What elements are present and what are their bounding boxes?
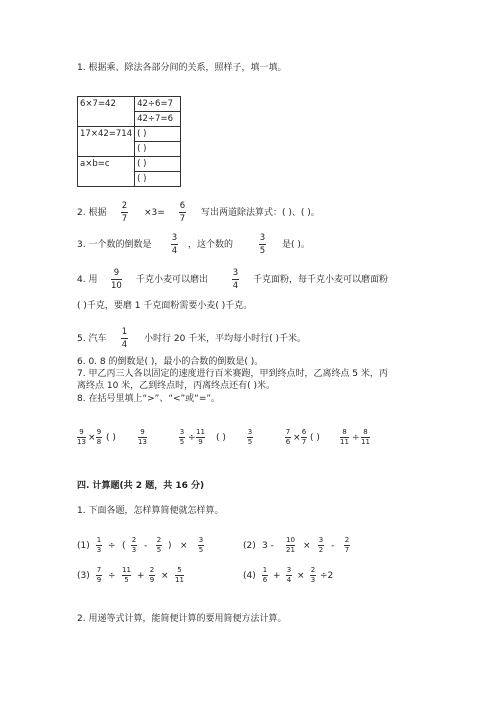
expr-tail: ÷2: [320, 571, 334, 581]
problem-2-title: 2. 用递等式计算，能简便计算的要用简便方法计算。: [77, 614, 287, 624]
numerator: 3: [318, 536, 324, 544]
paren: ): [168, 541, 172, 551]
answer-blank[interactable]: ( ): [135, 127, 181, 142]
numerator: 1: [96, 536, 102, 544]
fraction: [77, 428, 86, 446]
denominator: 5: [247, 438, 253, 446]
numerator: 7: [285, 428, 291, 436]
operator: ÷: [352, 433, 360, 443]
fraction: [96, 566, 102, 584]
expr-label: (3): [77, 571, 90, 581]
numerator: 3: [179, 428, 185, 436]
answer-blank[interactable]: ( ): [135, 142, 181, 157]
question-4-line2: ( )千克，要磨 1 千克面粉需要小麦( )千克。: [77, 301, 253, 311]
table-cell: 42÷6=7: [135, 97, 181, 112]
denominator: 9: [198, 438, 203, 446]
fraction: [196, 428, 205, 446]
operator: ×: [180, 541, 188, 551]
question-8: 8. 在括号里填上“>”、“<”或“=”。: [77, 394, 221, 404]
fraction: [131, 536, 137, 554]
fraction: [286, 566, 292, 584]
denominator: 6: [285, 438, 291, 446]
fraction: [310, 566, 316, 584]
fraction: [198, 536, 204, 554]
fraction: [301, 428, 307, 446]
expr-label: (2): [243, 541, 256, 551]
answer-blank[interactable]: ( ): [135, 157, 181, 172]
denominator: 3: [131, 546, 137, 554]
question-3-prefix: 3. 一个数的倒数是: [77, 240, 152, 250]
numerator: 7: [96, 566, 102, 574]
fraction: [96, 536, 102, 554]
section-title: 四. 计算题(共 2 题，共 16 分): [77, 481, 205, 491]
denominator: 5: [156, 546, 162, 554]
numerator: 2: [149, 566, 155, 574]
fraction: [340, 428, 349, 446]
denominator: 3: [96, 546, 102, 554]
fraction: [232, 268, 239, 291]
compare-blank[interactable]: ( ): [310, 433, 320, 443]
fraction: [121, 327, 128, 350]
denominator: 13: [77, 438, 86, 446]
fraction: [361, 428, 370, 446]
question-4-mid: 千克小麦可以磨出: [136, 275, 209, 285]
operator: +: [273, 571, 281, 581]
numerator: 6: [179, 201, 186, 211]
problem-1-title: 1. 下面各题，怎样算简便就怎样算。: [77, 506, 224, 516]
operator: ×: [297, 571, 305, 581]
denominator: 21: [286, 546, 295, 554]
expr-lead: 3 -: [262, 541, 274, 551]
numerator: 2: [121, 201, 128, 211]
compare-blank[interactable]: ( ): [106, 433, 116, 443]
denominator: 2: [318, 546, 324, 554]
denominator: 4: [232, 281, 239, 291]
denominator: 3: [310, 576, 316, 584]
numerator: 3: [247, 428, 253, 436]
denominator: 4: [286, 576, 292, 584]
question-2-suffix: 写出两道除法算式：( )、( )。: [201, 208, 320, 218]
denominator: 10: [111, 281, 122, 291]
numerator: 3: [198, 536, 204, 544]
question-3-mid: ，这个数的: [188, 240, 234, 250]
operator: ÷: [188, 433, 196, 443]
numerator: 9: [140, 428, 145, 436]
operator: ×: [293, 433, 301, 443]
table-cell: 42÷7=6: [135, 112, 181, 127]
fraction: [286, 536, 295, 554]
fraction: [318, 536, 324, 554]
fraction: [111, 268, 122, 291]
fraction: [179, 428, 185, 446]
numerator: 2: [156, 536, 162, 544]
numerator: 1: [121, 327, 128, 337]
denominator: 8: [96, 438, 102, 446]
numerator: 6: [301, 428, 307, 436]
fraction: [262, 566, 268, 584]
expr-label: (1): [77, 541, 90, 551]
numerator: 3: [171, 233, 178, 243]
paren: (: [122, 541, 126, 551]
denominator: 6: [262, 576, 268, 584]
question-1-title: 1. 根据乘、除法各部分间的关系，照样子，填一填。: [77, 63, 287, 73]
question-4-prefix: 4. 用: [77, 275, 98, 285]
operator: ×: [88, 433, 96, 443]
fraction: [138, 428, 147, 446]
denominator: 11: [175, 576, 184, 584]
question-5-suffix: 小时行 20 千米，平均每小时行( )千米。: [144, 334, 307, 344]
numerator: 9: [113, 268, 120, 278]
question-2-prefix: 2. 根据: [77, 208, 107, 218]
denominator: 11: [340, 438, 349, 446]
compare-blank[interactable]: ( ): [216, 433, 226, 443]
question-5-prefix: 5. 汽车: [77, 334, 107, 344]
question-4-suffix: 千克面粉，每千克小麦可以磨面粉: [253, 275, 389, 285]
numerator: 3: [232, 268, 239, 278]
denominator: 11: [361, 438, 370, 446]
numerator: 3: [259, 233, 266, 243]
numerator: 9: [79, 428, 84, 436]
numerator: 1: [262, 566, 268, 574]
denominator: 7: [301, 438, 307, 446]
fraction: [121, 201, 128, 224]
fraction: [122, 566, 131, 584]
numerator: 5: [177, 566, 182, 574]
operator: ÷: [108, 571, 116, 581]
expr-label: (4): [243, 571, 256, 581]
fraction: [259, 233, 266, 256]
fraction: [179, 201, 186, 224]
denominator: 9: [149, 576, 155, 584]
fraction: [171, 233, 178, 256]
denominator: 7: [121, 214, 128, 224]
numerator: 10: [286, 536, 295, 544]
denominator: 5: [259, 246, 266, 256]
numerator: 3: [286, 566, 292, 574]
answer-blank[interactable]: ( ): [135, 172, 181, 187]
fraction: [156, 536, 162, 554]
numerator: 9: [96, 428, 102, 436]
fraction: [285, 428, 291, 446]
operator: -: [144, 541, 148, 551]
fraction: [344, 536, 350, 554]
table-cell: 6×7=42: [78, 97, 135, 127]
operator: +: [137, 571, 145, 581]
denominator: 4: [171, 246, 178, 256]
numerator: 8: [342, 428, 347, 436]
denominator: 5: [179, 438, 185, 446]
numerator: 11: [122, 566, 131, 574]
denominator: 5: [124, 576, 129, 584]
numerator: 11: [196, 428, 205, 436]
denominator: 7: [344, 546, 350, 554]
table-cell: a×b=c: [78, 157, 135, 187]
question-3-suffix: 是( )。: [282, 240, 310, 250]
question-2-mid: ×3=: [144, 208, 165, 218]
denominator: 5: [198, 546, 204, 554]
fraction: [149, 566, 155, 584]
numerator: 2: [310, 566, 316, 574]
numerator: 8: [363, 428, 368, 436]
denominator: 13: [138, 438, 147, 446]
operator: ÷: [108, 541, 116, 551]
denominator: 7: [179, 214, 186, 224]
numerator: 2: [131, 536, 137, 544]
operator: -: [331, 541, 335, 551]
numerator: 2: [344, 536, 350, 544]
fraction: [175, 566, 184, 584]
operator: ×: [161, 571, 169, 581]
question-7-line1: 7. 甲乙丙三人各以固定的速度进行百米赛跑，甲到终点时，乙离终点 5 米，丙: [77, 369, 388, 379]
denominator: 9: [96, 576, 102, 584]
denominator: 4: [121, 340, 128, 350]
fraction: [247, 428, 253, 446]
question-7-line2: 离终点 10 米，乙到终点时，丙离终点还有( )米。: [77, 381, 276, 391]
table-cell: 17×42=714: [78, 127, 135, 157]
operator: ×: [303, 541, 311, 551]
question-6: 6. 0. 8 的倒数是( )，最小的合数的倒数是( )。: [77, 357, 264, 367]
fraction: [96, 428, 102, 446]
operation-table: [77, 96, 181, 187]
